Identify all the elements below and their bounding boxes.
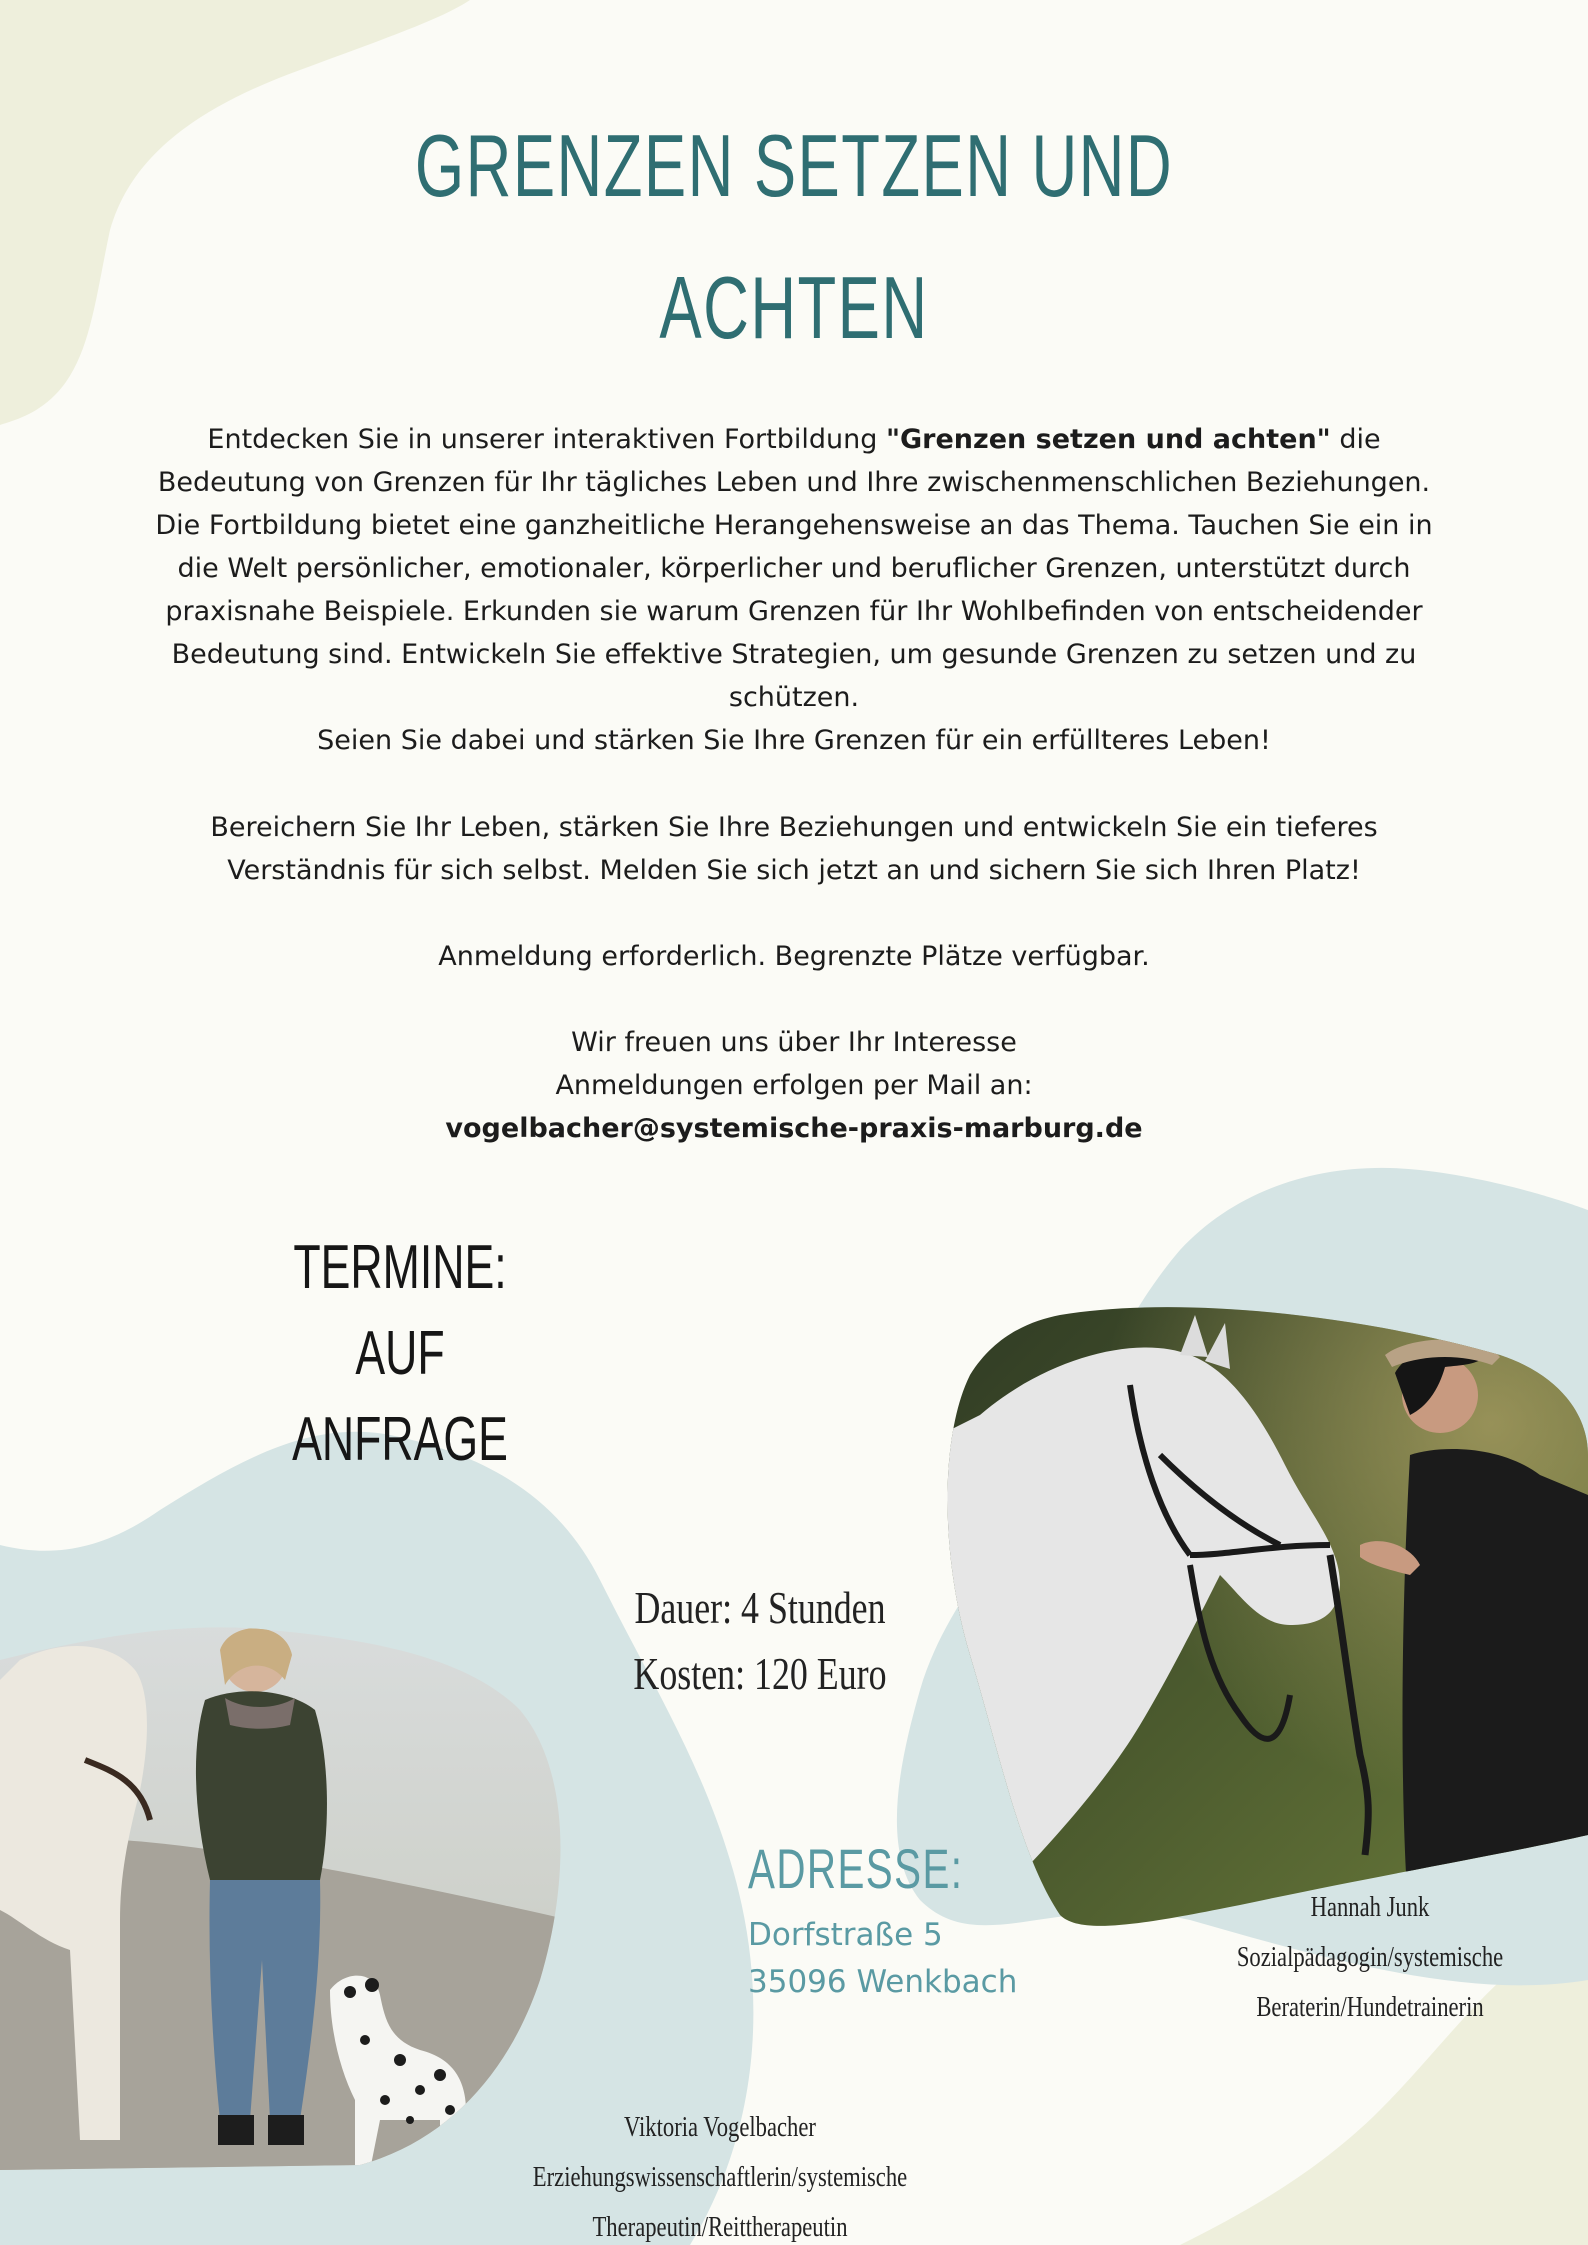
intro-bold-title: "Grenzen setzen und achten"	[885, 424, 1331, 455]
intro-rest: die Bedeutung von Grenzen für Ihr tägliches Leben und Ihre zwischenmenschlichen Beziehungen. Die Fortbildung bietet eine ganzheitliche Herangehensweise an das Thema. Tauchen Sie ein in die Welt persönlicher, emotionaler, körperlicher und beruflicher Grenzen, unterstützt durch praxisnahe Beispiele. Erkunden sie warum Grenzen für Ihr Wohlbefinden von entscheidender Bedeutung sind. Entwickeln Sie effektive Strategien, um gesunde Grenzen zu setzen und zu schützen.	[155, 424, 1433, 713]
intro-closing: Seien Sie dabei und stärken Sie Ihre Grenzen für ein erfüllteres Leben!	[317, 725, 1271, 756]
duration-text: Dauer: 4 Stunden	[634, 1582, 886, 1633]
caption-viktoria-name: Viktoria Vogelbacher	[624, 2111, 816, 2143]
caption-hannah	[1206, 1882, 1534, 2032]
enrich-line-2: Verständnis für sich selbst. Melden Sie sich jetzt an und sichern Sie sich Ihren Platz!	[227, 855, 1361, 886]
contact-line-2: Anmeldungen erfolgen per Mail an:	[555, 1070, 1033, 1101]
contact-paragraph	[140, 1021, 1448, 1150]
contact-email-link[interactable]: vogelbacher@systemische-praxis-marburg.de	[445, 1113, 1143, 1144]
caption-viktoria	[486, 2102, 954, 2245]
caption-hannah-role-1: Sozialpädagogin/systemische	[1236, 1941, 1504, 1973]
caption-hannah-role-2: Beraterin/Hundetrainerin	[1256, 1991, 1484, 2023]
intro-paragraph	[140, 418, 1448, 762]
address-city: 35096 Wenkbach	[748, 1964, 1018, 2000]
course-info	[604, 1575, 916, 1707]
caption-hannah-name: Hannah Junk	[1310, 1891, 1430, 1923]
page-title	[222, 95, 1365, 379]
caption-viktoria-role-1: Erziehungswissenschaftlerin/systemische	[532, 2161, 908, 2193]
termine-heading	[256, 1225, 544, 1483]
title-line-2: ACHTEN	[659, 258, 929, 357]
woman-body	[1403, 1449, 1588, 1935]
termine-line-2: AUF ANFRAGE	[292, 1319, 508, 1474]
caption-viktoria-role-2: Therapeutin/Reittherapeutin	[592, 2211, 848, 2243]
cost-text: Kosten: 120 Euro	[633, 1648, 887, 1699]
intro-lead: Entdecken Sie in unserer interaktiven Fortbildung	[207, 424, 886, 455]
contact-line-1: Wir freuen uns über Ihr Interesse	[571, 1027, 1017, 1058]
address-street: Dorfstraße 5	[748, 1917, 943, 1953]
enrich-paragraph	[140, 806, 1448, 892]
notice-text: Anmeldung erforderlich. Begrenzte Plätze verfügbar.	[438, 941, 1150, 972]
title-line-1: GRENZEN SETZEN UND	[414, 116, 1174, 215]
notice-paragraph	[140, 935, 1448, 978]
address-heading: ADRESSE:	[748, 1837, 964, 1900]
enrich-line-1: Bereichern Sie Ihr Leben, stärken Sie Ihre Beziehungen und entwickeln Sie ein tieferes	[210, 812, 1378, 843]
photo-woman-horse-dog	[0, 1620, 570, 2170]
address-block	[748, 1912, 1017, 2006]
photo-horse-and-trainer	[940, 1295, 1588, 1935]
termine-line-1: TERMINE:	[293, 1233, 507, 1302]
